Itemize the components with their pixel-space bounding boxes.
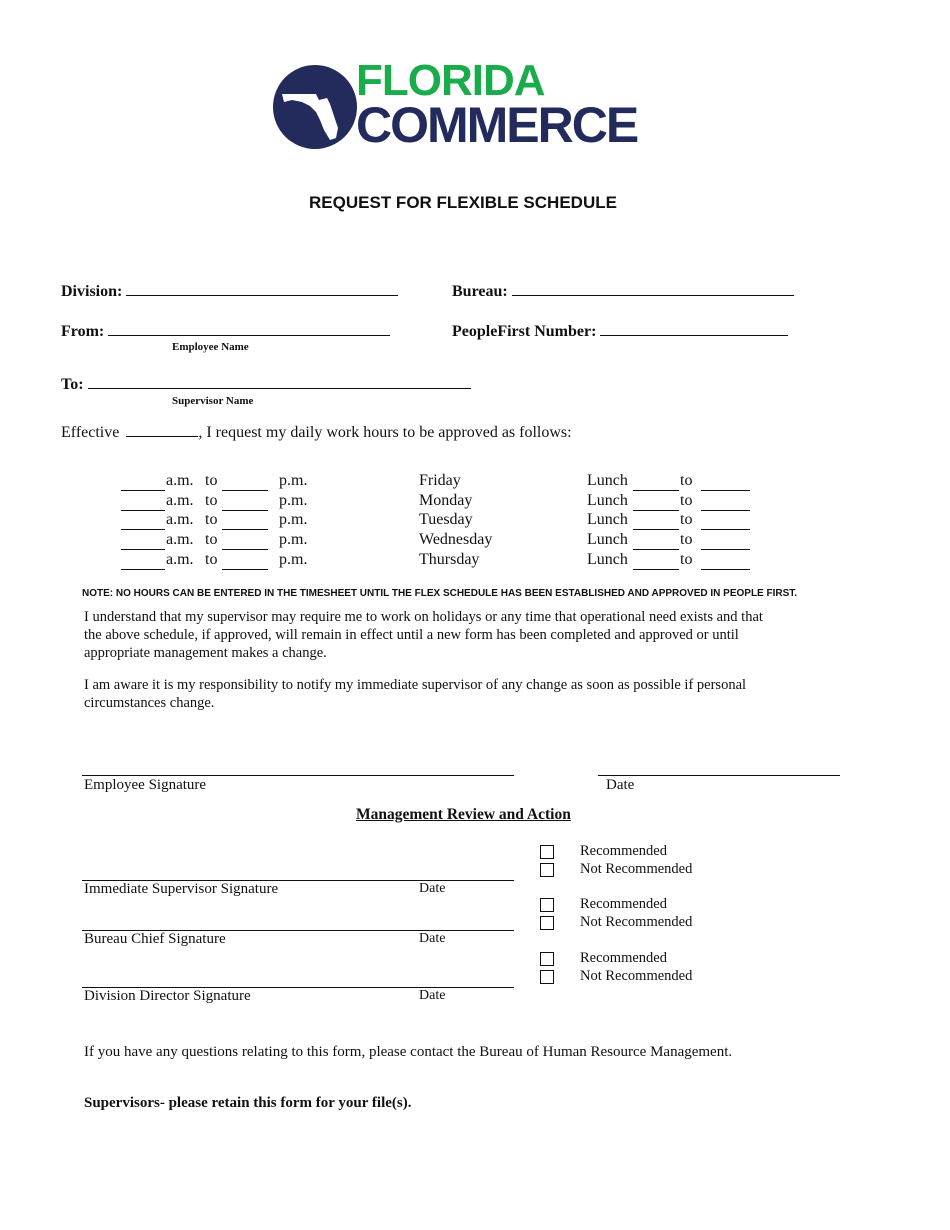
paragraph-aware [84, 676, 746, 712]
effective-date-field[interactable] [126, 436, 198, 437]
lunch-label: Lunch [587, 551, 628, 568]
paragraph1-line1: I understand that my supervisor may require me to work on holidays or any time that operational need exists and that [84, 609, 763, 625]
paragraph2-line2: circumstances change. [84, 695, 215, 711]
from-label: From: [61, 323, 105, 340]
to-label: to [205, 472, 218, 489]
management-date-label: Date [419, 931, 446, 946]
lunch-start-field[interactable] [633, 489, 679, 491]
effective-prefix: Effective [61, 424, 120, 441]
pm-label: p.m. [279, 551, 308, 568]
to-label: to [205, 551, 218, 568]
peoplefirst-label: PeopleFirst Number: [452, 323, 597, 340]
day-label: Tuesday [419, 511, 473, 528]
management-date-label: Date [419, 881, 446, 896]
recommended-label: Recommended [580, 843, 667, 859]
pm-label: p.m. [279, 531, 308, 548]
schedule-row [0, 551, 950, 571]
retain-text: Supervisors- please retain this form for your file(s). [84, 1095, 412, 1111]
not-recommended-label: Not Recommended [580, 914, 693, 930]
end-time-field[interactable] [222, 548, 268, 550]
paragraph1-line2: the above schedule, if approved, will remain in effect until a new form has been completed and approved or until [84, 627, 739, 643]
paragraph1-line3: appropriate management makes a change. [84, 645, 327, 661]
lunch-start-field[interactable] [633, 548, 679, 550]
management-heading: Management Review and Action [356, 806, 571, 823]
bureau-label: Bureau: [452, 283, 508, 300]
to-label: to [205, 531, 218, 548]
effective-suffix: , I request my daily work hours to be approved as follows: [198, 424, 572, 441]
from-row [61, 323, 390, 341]
am-label: a.m. [166, 472, 194, 489]
peoplefirst-row [452, 323, 788, 341]
lunch-to-label: to [680, 551, 693, 568]
from-field[interactable] [108, 335, 390, 336]
management-signature-label: Bureau Chief Signature [84, 931, 226, 947]
schedule-row [0, 492, 950, 512]
to-label: To: [61, 376, 84, 393]
day-label: Monday [419, 492, 473, 509]
recommended-checkbox[interactable] [540, 952, 554, 966]
am-label: a.m. [166, 531, 194, 548]
paragraph2-line1: I am aware it is my responsibility to notify my immediate supervisor of any change as soon as possible if personal [84, 677, 747, 693]
employee-date-line[interactable] [598, 775, 840, 776]
recommended-label: Recommended [580, 896, 667, 912]
pm-label: p.m. [279, 511, 308, 528]
division-field[interactable] [126, 295, 398, 296]
not-recommended-label: Not Recommended [580, 861, 693, 877]
end-time-field[interactable] [222, 568, 268, 570]
start-time-field[interactable] [121, 548, 165, 550]
lunch-label: Lunch [587, 511, 628, 528]
day-label: Friday [419, 472, 461, 489]
to-row [61, 376, 471, 394]
contact-text: If you have any questions relating to this form, please contact the Bureau of Human Resource Management. [84, 1044, 733, 1060]
lunch-end-field[interactable] [701, 568, 750, 570]
florida-map-icon [272, 64, 358, 150]
start-time-field[interactable] [121, 568, 165, 570]
paragraph-understand [84, 608, 763, 662]
peoplefirst-field[interactable] [600, 335, 788, 336]
end-time-field[interactable] [222, 528, 268, 530]
schedule-row [0, 531, 950, 551]
effective-row [61, 424, 572, 442]
lunch-label: Lunch [587, 492, 628, 509]
lunch-end-field[interactable] [701, 528, 750, 530]
not-recommended-checkbox[interactable] [540, 970, 554, 984]
division-label: Division: [61, 283, 123, 300]
to-label: to [205, 511, 218, 528]
logo-commerce-text: COMMERCE [356, 97, 638, 153]
not-recommended-checkbox[interactable] [540, 863, 554, 877]
management-date-label: Date [419, 988, 446, 1003]
employee-date-label: Date [606, 777, 635, 793]
logo [272, 56, 652, 155]
to-label: to [205, 492, 218, 509]
not-recommended-checkbox[interactable] [540, 916, 554, 930]
end-time-field[interactable] [222, 489, 268, 491]
lunch-start-field[interactable] [633, 568, 679, 570]
start-time-field[interactable] [121, 489, 165, 491]
supervisor-name-caption: Supervisor Name [172, 395, 254, 407]
lunch-to-label: to [680, 511, 693, 528]
lunch-end-field[interactable] [701, 489, 750, 491]
am-label: a.m. [166, 492, 194, 509]
lunch-end-field[interactable] [701, 548, 750, 550]
lunch-label: Lunch [587, 472, 628, 489]
to-field[interactable] [88, 388, 471, 389]
day-label: Thursday [419, 551, 480, 568]
management-signature-label: Division Director Signature [84, 988, 251, 1004]
bureau-row [452, 283, 794, 301]
lunch-to-label: to [680, 472, 693, 489]
pm-label: p.m. [279, 492, 308, 509]
management-signature-label: Immediate Supervisor Signature [84, 881, 279, 897]
am-label: a.m. [166, 511, 194, 528]
employee-signature-line[interactable] [82, 775, 514, 776]
schedule-row [0, 472, 950, 492]
pm-label: p.m. [279, 472, 308, 489]
recommended-label: Recommended [580, 950, 667, 966]
bureau-field[interactable] [512, 295, 794, 296]
lunch-to-label: to [680, 492, 693, 509]
division-row [61, 283, 398, 301]
page-title: REQUEST FOR FLEXIBLE SCHEDULE [309, 193, 617, 212]
employee-name-caption: Employee Name [172, 341, 249, 353]
schedule-row [0, 511, 950, 531]
lunch-start-field[interactable] [633, 528, 679, 530]
start-time-field[interactable] [121, 528, 165, 530]
am-label: a.m. [166, 551, 194, 568]
recommended-checkbox[interactable] [540, 898, 554, 912]
recommended-checkbox[interactable] [540, 845, 554, 859]
note-text: NOTE: NO HOURS CAN BE ENTERED IN THE TIMESHEET UNTIL THE FLEX SCHEDULE HAS BEEN ESTABLISHED AND APPROVED IN PEOPLE FIRST. [82, 588, 798, 599]
lunch-to-label: to [680, 531, 693, 548]
employee-signature-label: Employee Signature [84, 777, 207, 793]
lunch-label: Lunch [587, 531, 628, 548]
logo-florida-text: FLORIDA [356, 56, 545, 105]
not-recommended-label: Not Recommended [580, 968, 693, 984]
day-label: Wednesday [419, 531, 493, 548]
